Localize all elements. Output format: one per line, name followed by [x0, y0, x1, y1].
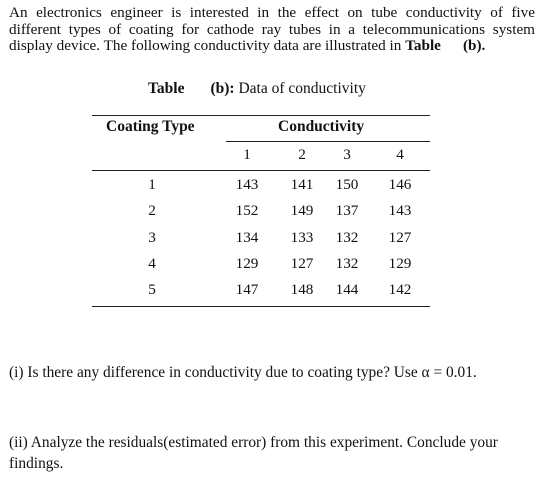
conductivity-cell: 129 [388, 255, 412, 272]
table-caption [148, 80, 366, 98]
coating-type-cell: 5 [148, 281, 156, 298]
conductivity-cell: 147 [235, 281, 259, 298]
conductivity-cell: 143 [388, 202, 412, 219]
table-bottom-rule [92, 306, 430, 307]
intro-line-3 [9, 38, 535, 55]
coating-type-cell: 1 [148, 176, 156, 193]
conductivity-cell: 146 [388, 176, 412, 193]
conductivity-cell: 150 [335, 176, 359, 193]
conductivity-cell: 129 [235, 255, 259, 272]
conductivity-cell: 149 [290, 202, 314, 219]
conductivity-cell: 148 [290, 281, 314, 298]
conductivity-cell: 134 [235, 229, 259, 246]
intro-line-3-text: display device. The following conductivity data are illustrated in [9, 37, 402, 54]
conductivity-header: Conductivity [278, 118, 365, 135]
table-reference: Table [405, 37, 441, 54]
coating-type-cell: 2 [148, 202, 156, 219]
header-bottom-rule [92, 170, 430, 171]
caption-id: (b): [210, 80, 235, 97]
intro-line-2: different types of coating for cathode ray tubes in a telecommunications system [9, 20, 535, 38]
table-reference-id: (b). [462, 37, 486, 54]
column-header: 3 [343, 146, 351, 163]
coating-type-header: Coating Type [106, 118, 195, 135]
caption-text: Data of conductivity [234, 80, 366, 97]
conductivity-cell: 127 [290, 255, 314, 272]
conductivity-cell: 142 [388, 281, 412, 298]
conductivity-cell: 152 [235, 202, 259, 219]
column-header: 4 [396, 146, 404, 163]
conductivity-cell: 133 [290, 229, 314, 246]
header-group-rule [226, 141, 430, 142]
column-header: 2 [298, 146, 306, 163]
conductivity-cell: 132 [335, 229, 359, 246]
coating-type-cell: 3 [148, 229, 156, 246]
problem-statement [9, 5, 535, 55]
column-header: 1 [243, 146, 251, 163]
caption-label: Table [148, 80, 185, 97]
question-2: (ii) Analyze the residuals(estimated error) from this experiment. Conclude your findings. [9, 434, 498, 472]
table-top-rule [92, 115, 430, 116]
intro-line-1: An electronics engineer is interested in the effect on tube conductivity of five [9, 4, 535, 21]
conductivity-cell: 137 [335, 202, 359, 219]
conductivity-cell: 143 [235, 176, 259, 193]
conductivity-cell: 132 [335, 255, 359, 272]
conductivity-cell: 144 [335, 281, 359, 298]
coating-type-cell: 4 [148, 255, 156, 272]
question-1: (i) Is there any difference in conductivity due to coating type? Use α = 0.01. [9, 364, 477, 381]
conductivity-cell: 141 [290, 176, 314, 193]
conductivity-cell: 127 [388, 229, 412, 246]
